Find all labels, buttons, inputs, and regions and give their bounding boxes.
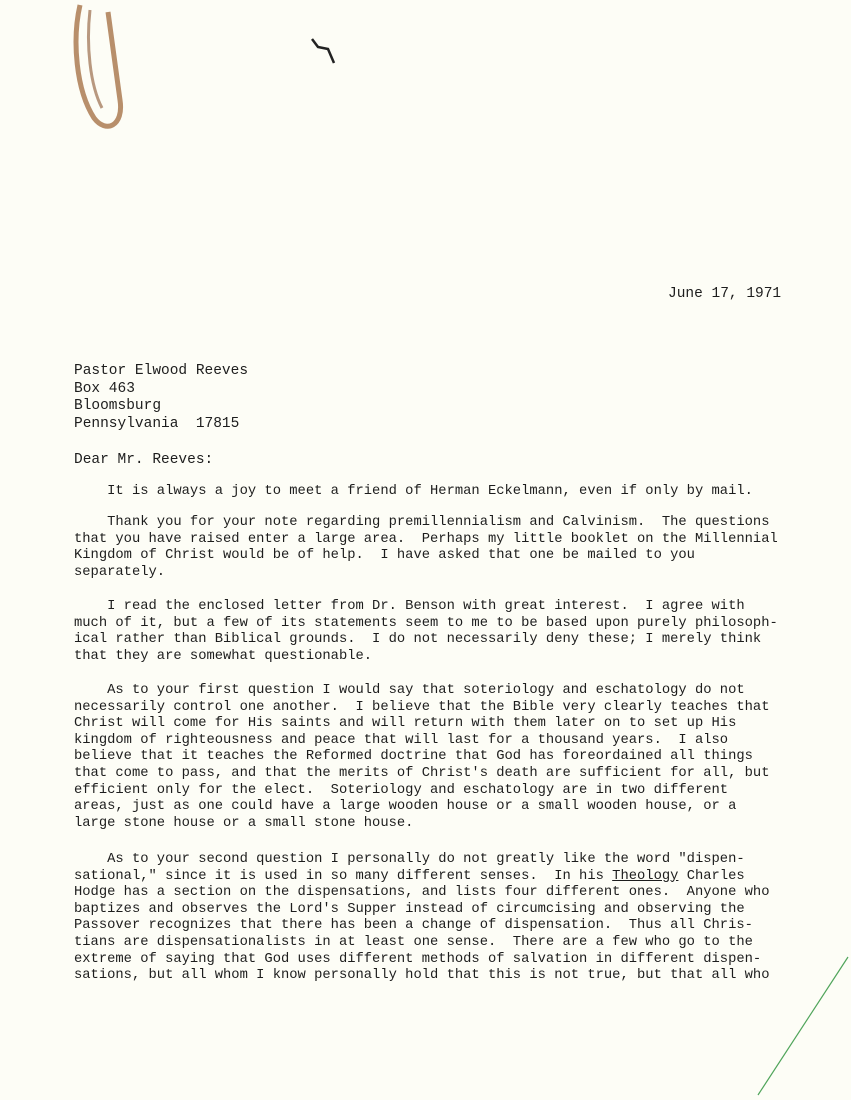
text-line: Christ will come for His saints and will return with them later on to set up His (74, 716, 737, 732)
text-line: sations, but all whom I know personally hold that this is not true, but that all who (74, 968, 770, 984)
letter-date: June 17, 1971 (668, 286, 782, 302)
body-paragraph-3 (74, 599, 794, 665)
body-paragraph-4 (74, 683, 794, 832)
text-line: that you have raised enter a large area. Perhaps my little booklet on the Millennial (74, 531, 778, 547)
paperclip-stain-icon (62, 0, 132, 135)
salutation: Dear Mr. Reeves: (74, 452, 214, 468)
body-paragraph-5 (74, 852, 794, 985)
text-line: necessarily control one another. I believe that the Bible very clearly teaches that (74, 699, 770, 715)
text-fragment: Charles (678, 868, 745, 884)
text-line: tians are dispensationalists in at least one sense. There are a few who go to the (74, 934, 753, 950)
text-line: separately. (74, 564, 166, 580)
text-line (74, 869, 794, 886)
text-line: I read the enclosed letter from Dr. Benson with great interest. I agree with (74, 599, 745, 614)
address-line: Pennsylvania 17815 (74, 415, 240, 432)
text-line: areas, just as one could have a large wooden house or a small wooden house, or a (74, 799, 737, 815)
ink-mark-icon (308, 35, 338, 67)
text-line: baptizes and observes the Lord's Supper instead of circumcising and observing the (74, 901, 745, 917)
text-line: As to your first question I would say that soteriology and eschatology do not (74, 683, 745, 698)
address-line: Pastor Elwood Reeves (74, 363, 249, 379)
body-paragraph-1 (74, 484, 794, 501)
text-line: Passover recognizes that there has been a change of dispensation. Thus all Chris- (74, 918, 753, 934)
text-line: It is always a joy to meet a friend of Herman Eckelmann, even if only by mail. (74, 484, 753, 499)
text-line: much of it, but a few of its statements seem to me to be based upon purely philosoph- (74, 615, 778, 631)
book-title: Theology (612, 868, 679, 884)
text-line: Hodge has a section on the dispensations, and lists four different ones. Anyone who (74, 885, 770, 901)
text-line: As to your second question I personally do not greatly like the word "dispen- (74, 852, 745, 867)
text-line: efficient only for the elect. Soteriology and eschatology are in two different (74, 782, 729, 798)
text-line: large stone house or a small stone house. (74, 815, 414, 831)
text-line: ical rather than Biblical grounds. I do not necessarily deny these; I merely think (74, 632, 762, 648)
text-fragment: sational," since it is used in so many different senses. In his (74, 868, 613, 884)
text-line: kingdom of righteousness and peace that will last for a thousand years. I also (74, 732, 729, 748)
text-line: believe that it teaches the Reformed doctrine that God has foreordained all things (74, 749, 753, 765)
address-line: Bloomsburg (74, 398, 162, 414)
text-line: that they are somewhat questionable. (74, 648, 373, 664)
text-line: Thank you for your note regarding premillennialism and Calvinism. The questions (74, 515, 770, 530)
text-line: extreme of saying that God uses different methods of salvation in different dispen- (74, 951, 762, 967)
text-line: Kingdom of Christ would be of help. I have asked that one be mailed to you (74, 548, 695, 564)
body-paragraph-2 (74, 515, 794, 581)
recipient-address (74, 363, 248, 433)
address-line: Box 463 (74, 380, 135, 397)
text-line: that come to pass, and that the merits of Christ's death are sufficient for all, but (74, 765, 770, 781)
